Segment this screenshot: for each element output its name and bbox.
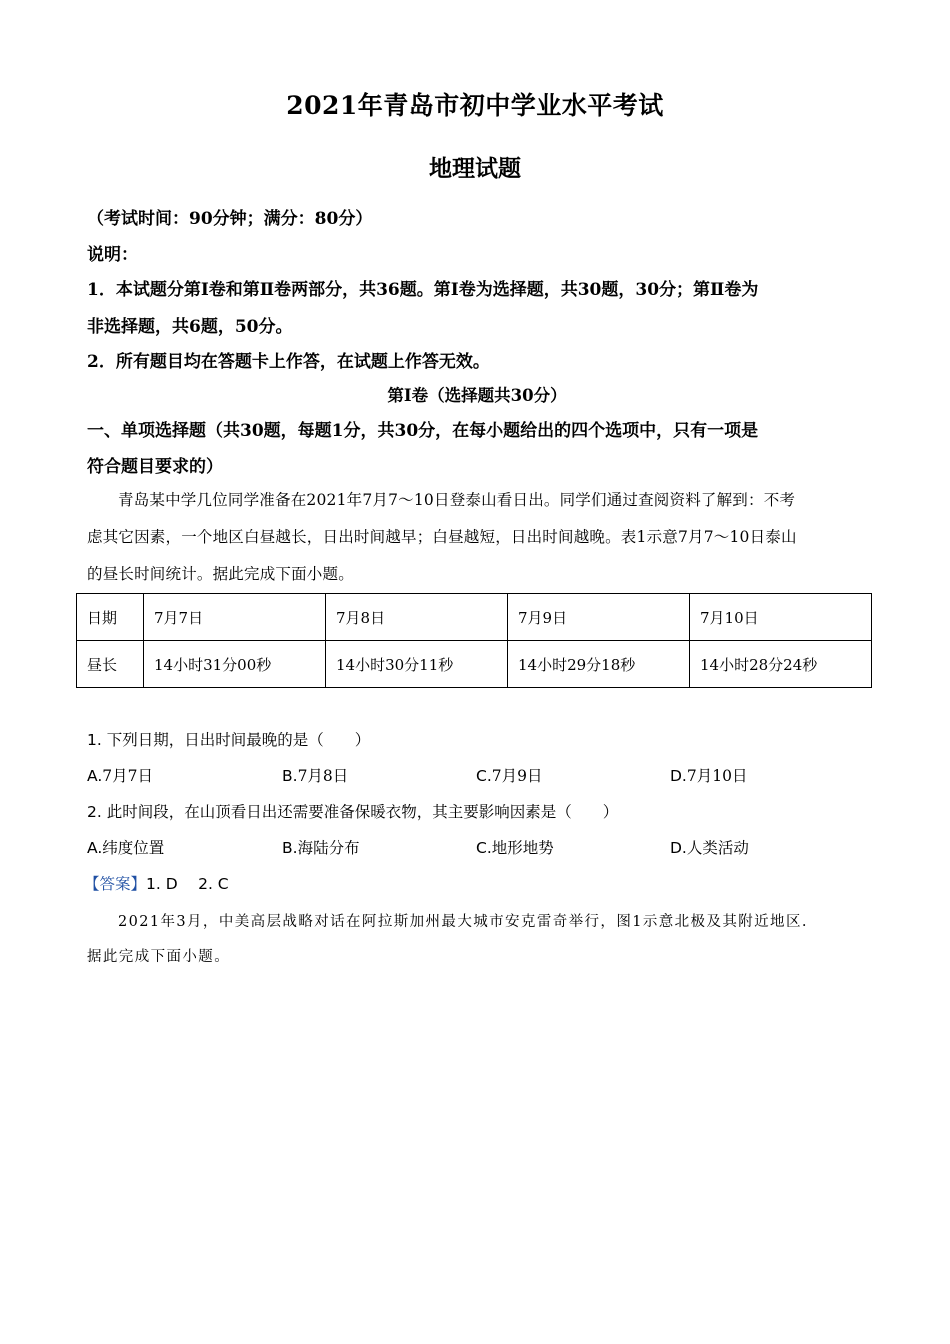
- passage-1-line-3: 的昼长时间统计。据此完成下面小题。: [87, 565, 354, 583]
- table-cell: 14小时30分11秒: [326, 641, 508, 688]
- option-c: C.7月9日: [476, 767, 543, 785]
- question-stem: 下列日期，日出时间最晚的是（ ）: [106, 731, 371, 749]
- table-row: [77, 594, 872, 641]
- exam-title: 2021年青岛市初中学业水平考试: [286, 91, 664, 120]
- instruction-2: 2．所有题目均在答题卡上作答，在试题上作答无效。: [87, 352, 490, 372]
- part-heading-line-2: 符合题目要求的）: [87, 457, 223, 477]
- question-1: [87, 728, 370, 750]
- instruction-1-line-2: 非选择题，共6题，50分。: [87, 317, 293, 337]
- table-cell: 昼长: [77, 641, 144, 688]
- answer-line: [84, 872, 229, 894]
- passage-2-line-2: 据此完成下面小题。: [87, 949, 231, 965]
- table-cell: 14小时31分00秒: [144, 641, 326, 688]
- table-cell: 日期: [77, 594, 144, 641]
- passage-2-line-1: 2021年3月，中美高层战略对话在阿拉斯加州最大城市安克雷奇举行，图1示意北极及其附近地区.: [118, 914, 808, 930]
- table-cell: 7月9日: [508, 594, 690, 641]
- answer-tag: 【答案】: [84, 875, 147, 893]
- option-c: C.地形地势: [476, 839, 554, 857]
- passage-1-line-2: 虑其它因素，一个地区白昼越长，日出时间越早；白昼越短，日出时间越晚。表1示意7月7～10日泰山: [87, 528, 797, 546]
- table-cell: 7月10日: [690, 594, 872, 641]
- option-a: A.纬度位置: [87, 839, 165, 857]
- table-cell: 14小时28分24秒: [690, 641, 872, 688]
- exam-subtitle: 地理试题: [429, 155, 521, 182]
- instruction-1-line-1: 1．本试题分第Ⅰ卷和第Ⅱ卷两部分，共36题。第Ⅰ卷为选择题，共30题，30分；第Ⅱ卷为: [87, 280, 759, 300]
- option-a: A.7月7日: [87, 767, 153, 785]
- part-heading-line-1: 一、单项选择题（共30题，每题1分，共30分，在每小题给出的四个选项中，只有一项是: [87, 421, 759, 441]
- option-d: D.7月10日: [670, 767, 748, 785]
- table-row: [77, 641, 872, 688]
- table-cell: 7月8日: [326, 594, 508, 641]
- section-title: 第Ⅰ卷（选择题共30分）: [387, 386, 567, 405]
- day-length-table: [76, 593, 872, 688]
- table-cell: 7月7日: [144, 594, 326, 641]
- answer-text: 1. D 2. C: [146, 875, 229, 893]
- option-b: B.海陆分布: [282, 839, 360, 857]
- option-d: D.人类活动: [670, 839, 749, 857]
- exam-info: （考试时间：90分钟；满分：80分）: [87, 209, 373, 229]
- option-b: B.7月8日: [282, 767, 349, 785]
- table-cell: 14小时29分18秒: [508, 641, 690, 688]
- question-2: [87, 800, 618, 822]
- question-number: 1.: [87, 731, 102, 749]
- instructions-heading: 说明：: [87, 245, 138, 265]
- passage-1-line-1: 青岛某中学几位同学准备在2021年7月7～10日登泰山看日出。同学们通过查阅资料了解到：不考: [118, 491, 796, 509]
- question-stem: 此时间段，在山顶看日出还需要准备保暖衣物，其主要影响因素是（ ）: [106, 803, 619, 821]
- question-number: 2.: [87, 803, 102, 821]
